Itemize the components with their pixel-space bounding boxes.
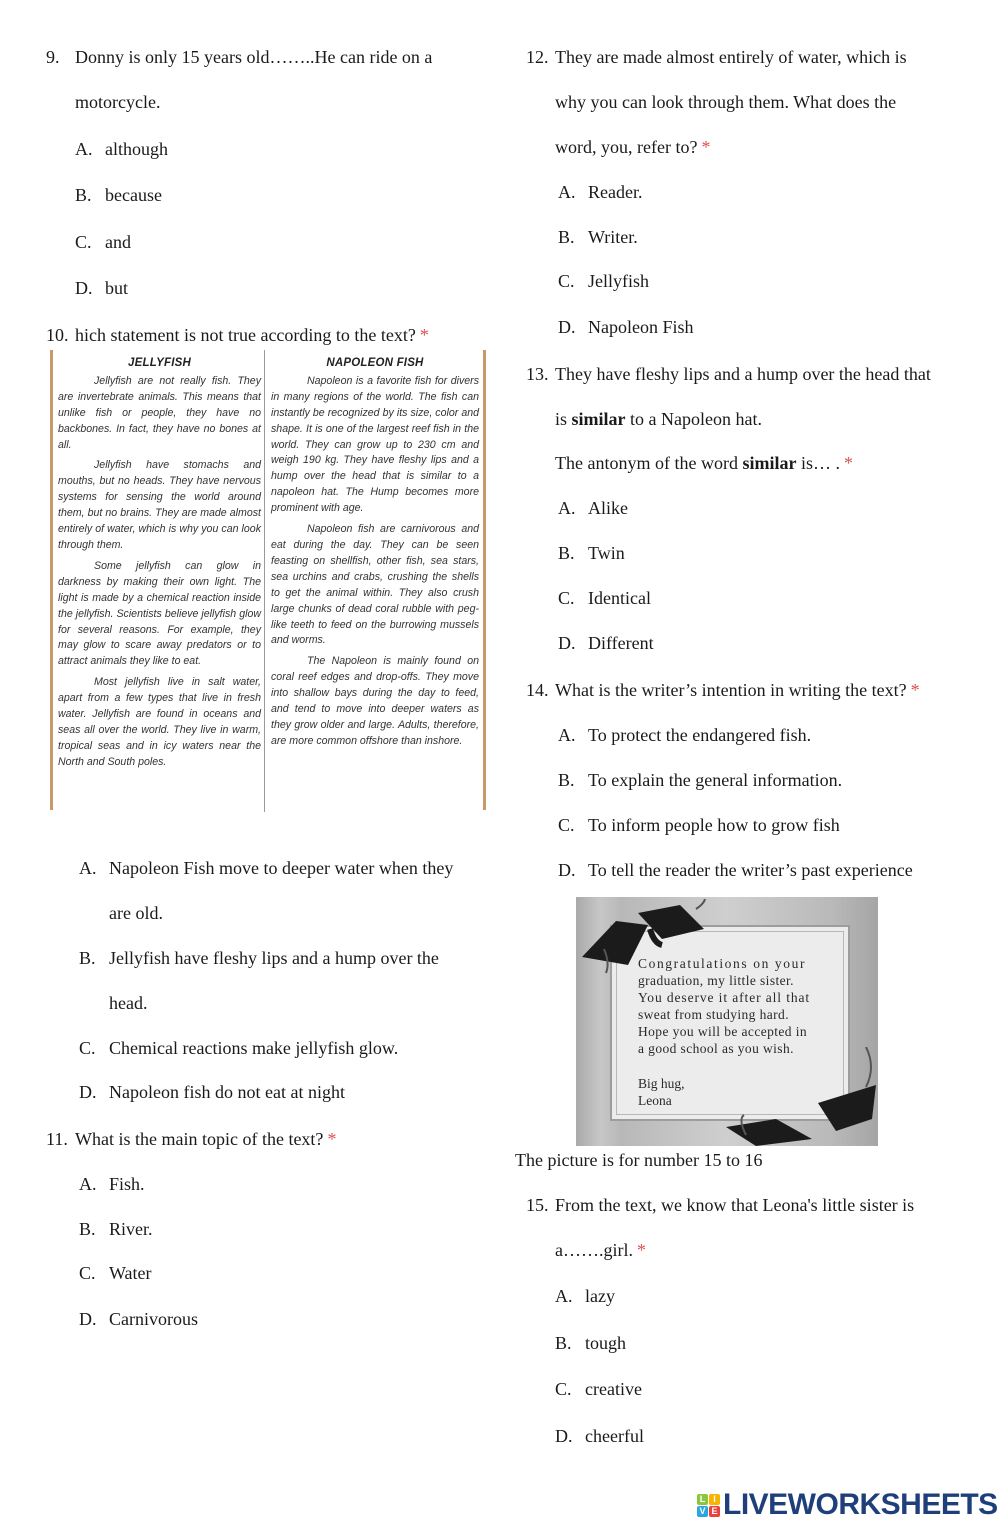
- question-text: They are made almost entirely of water, which is: [555, 47, 907, 67]
- question-10: [46, 324, 429, 346]
- question-number: 13.: [526, 364, 549, 384]
- q10-option-c[interactable]: C. Chemical reactions make jellyfish glow.: [79, 1038, 399, 1058]
- required-marker: *: [701, 137, 711, 157]
- required-marker: *: [419, 325, 429, 345]
- question-number: 11.: [46, 1129, 68, 1149]
- question-9-continued: motorcycle.: [75, 92, 161, 112]
- q15-option-c[interactable]: C. creative: [555, 1379, 642, 1399]
- napoleon-paragraph: Napoleon is a favorite fish for divers in many regions of the world. The fish can instantly be recognized by its size, color and shape. It is one of the largest reef fish in the world. They can grow up to 230 cm and weigh 190 kg. They have fleshy lips and a hump over the head that is similar to a napoleon hat. The Hump becomes more prominent with age.: [271, 374, 479, 515]
- q10-option-b[interactable]: B. Jellyfish have fleshy lips and a hump over the: [79, 948, 439, 968]
- required-marker: *: [910, 680, 920, 700]
- q15-option-b[interactable]: B. tough: [555, 1333, 627, 1353]
- liveworksheets-logo[interactable]: [697, 1490, 998, 1520]
- question-12: [526, 46, 907, 68]
- passage-border-right: [483, 350, 486, 810]
- q15-option-a[interactable]: A. lazy: [555, 1286, 615, 1306]
- jellyfish-paragraph: Jellyfish have stomachs and mouths, but no heads. They have nervous systems for sensing the world around them, but no brains. They are made almost entirely of water, which is why you can look through them.: [58, 459, 261, 551]
- q13-option-c[interactable]: C. Identical: [558, 588, 651, 608]
- question-text: What is the writer’s intention in writing the text?: [555, 680, 907, 700]
- keyword-similar: similar: [571, 409, 626, 429]
- jellyfish-title: JELLYFISH: [128, 357, 191, 369]
- question-number: 14.: [526, 680, 549, 700]
- question-text: What is the main topic of the text?: [75, 1129, 324, 1149]
- required-marker: *: [843, 453, 853, 473]
- question-15-continued: a…….girl. *: [555, 1240, 646, 1260]
- question-11: [46, 1128, 336, 1150]
- question-12-continued: why you can look through them. What does the: [555, 92, 897, 112]
- q9-option-b[interactable]: B. because: [75, 185, 162, 205]
- q12-option-d[interactable]: D. Napoleon Fish: [558, 317, 694, 337]
- question-number: 15.: [526, 1195, 549, 1215]
- question-13-prompt: The antonym of the word similar is… . *: [555, 453, 853, 473]
- question-number: 10.: [46, 325, 69, 345]
- q10-option-b-continued: head.: [109, 993, 148, 1013]
- q9-option-c[interactable]: C. and: [75, 232, 131, 252]
- required-marker: *: [327, 1129, 337, 1149]
- live-tiles-icon: L I V E: [697, 1494, 720, 1517]
- passage-column-divider: [264, 350, 265, 812]
- graduation-card-image: [576, 897, 878, 1146]
- q9-option-d[interactable]: D. but: [75, 278, 129, 298]
- q10-option-a[interactable]: A. Napoleon Fish move to deeper water when they: [79, 858, 454, 878]
- q11-option-d[interactable]: D. Carnivorous: [79, 1309, 198, 1329]
- jellyfish-paragraph: Most jellyfish live in salt water, apart from a few types that live in fresh water. Jellyfish are found in oceans and seas all over the world. They live in warm, tropical seas and in icy waters near the North and South poles.: [58, 676, 261, 768]
- question-13-continued: is similar to a Napoleon hat.: [555, 409, 762, 429]
- reading-passage-image: [50, 350, 486, 812]
- napoleon-paragraph: Napoleon fish are carnivorous and eat during the day. They can be seen feasting on shellfish, other fish, sea stars, sea urchins and crabs, crushing the shells to get the animal within. They also crush large chunks of dead coral rubble with peg-like teeth to feed on the burrowing mussels and worms.: [271, 523, 479, 647]
- q12-option-c[interactable]: C. Jellyfish: [558, 271, 649, 291]
- q13-option-b[interactable]: B. Twin: [558, 543, 625, 563]
- graduation-cap-icon: [726, 1047, 878, 1146]
- q15-option-d[interactable]: D. cheerful: [555, 1426, 644, 1446]
- q14-option-d[interactable]: D. To tell the reader the writer’s past experience: [558, 860, 913, 880]
- question-text: Donny is only 15 years old……..He can ride on a: [75, 47, 433, 67]
- question-text: They have fleshy lips and a hump over the head that: [555, 364, 931, 384]
- picture-caption: The picture is for number 15 to 16: [515, 1150, 763, 1170]
- q14-option-b[interactable]: B. To explain the general information.: [558, 770, 843, 790]
- q11-option-b[interactable]: B. River.: [79, 1219, 153, 1239]
- question-14: [526, 679, 920, 701]
- napoleon-fish-column: [271, 356, 479, 755]
- question-15: [526, 1194, 914, 1216]
- question-number: 9.: [46, 47, 60, 67]
- q13-option-d[interactable]: D. Different: [558, 633, 654, 653]
- required-marker: *: [637, 1240, 646, 1260]
- keyword-similar: similar: [742, 453, 797, 473]
- card-message: Congratulations on your graduation, my little sister. You deserve it after all that sweat from studying hard. Hope you will be accepted in a good school as you wish.: [638, 956, 811, 1056]
- card-signature: Big hug, Leona: [638, 1076, 685, 1108]
- logo-wordmark: LIVEWORKSHEETS: [723, 1488, 998, 1521]
- q9-option-a[interactable]: A. although: [75, 139, 168, 159]
- q11-option-a[interactable]: A. Fish.: [79, 1174, 145, 1194]
- question-13: [526, 363, 931, 385]
- q14-option-a[interactable]: A. To protect the endangered fish.: [558, 725, 812, 745]
- jellyfish-paragraph: Jellyfish are not really fish. They are invertebrate animals. This means that unlike fish or people, they have no backbones. In fact, they have no bones at all.: [58, 374, 261, 451]
- jellyfish-column: [58, 356, 261, 776]
- q11-option-c[interactable]: C. Water: [79, 1263, 152, 1283]
- q12-option-a[interactable]: A. Reader.: [558, 182, 643, 202]
- question-text: hich statement is not true according to the text?: [75, 325, 416, 345]
- q14-option-c[interactable]: C. To inform people how to grow fish: [558, 815, 840, 835]
- jellyfish-paragraph: Some jellyfish can glow in darkness by making their own light. The light is made by a chemical reaction inside the jellyfish. Scientists believe jellyfish glow for several reasons. For example, they may glow to scare away predators or to attract animals they like to eat.: [58, 559, 261, 668]
- question-12-continued: word, you, refer to? *: [555, 137, 711, 157]
- napoleon-fish-title: NAPOLEON FISH: [326, 357, 424, 369]
- question-text: From the text, we know that Leona's little sister is: [555, 1195, 915, 1215]
- q13-option-a[interactable]: A. Alike: [558, 498, 628, 518]
- q10-option-d[interactable]: D. Napoleon fish do not eat at night: [79, 1082, 345, 1102]
- passage-border-left: [50, 350, 53, 810]
- question-number: 12.: [526, 47, 549, 67]
- q10-option-a-continued: are old.: [109, 903, 163, 923]
- napoleon-paragraph: The Napoleon is mainly found on coral reef edges and drop-offs. They move into shallow bays during the day to feed, and tend to move into deeper waters as they grow older and large. Adults, therefore, are more common offshore than inshore.: [271, 655, 479, 747]
- q12-option-b[interactable]: B. Writer.: [558, 227, 638, 247]
- question-9: [46, 46, 432, 68]
